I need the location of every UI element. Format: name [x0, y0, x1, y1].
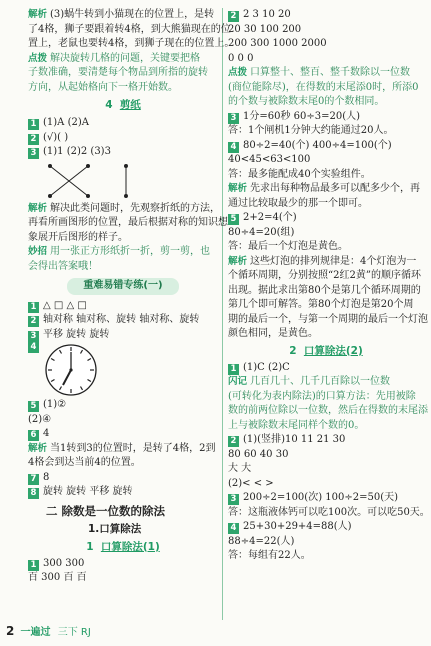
text-line: 百 300 百 百 [28, 572, 87, 584]
text-line: 个循环周期，分别按照“2红2黄”的顺序循环 [228, 270, 421, 281]
analysis-line: 解析 这些灯泡的排列规律是：4个灯泡为一 [228, 255, 417, 267]
item-number: 1 [28, 560, 39, 571]
text-line: 答：最后一个灯泡是黄色。 [228, 241, 348, 252]
tip-line: 方向，从起始格向下一格开始数。 [28, 81, 178, 93]
item-number: 1 [28, 119, 39, 130]
text-line: 20 30 100 200 [228, 23, 302, 35]
text-line: (2)< < > [228, 477, 274, 489]
text-line: 答：这瓶液体钙可以吃100次。可以吃50天。 [228, 506, 430, 518]
answer-item: 1 300 300 [28, 557, 218, 572]
analysis-line: 解析 解决此类问题时，先观察折纸的方法， [28, 202, 221, 214]
answer-item: 5 (1)② [28, 398, 218, 413]
left-column [28, 8, 235, 586]
text-line: 置上，老鼠也要转4格，到狮子现在的位置上。 [28, 38, 235, 49]
answer-item: 2 (√)( ) [28, 131, 218, 146]
item-number: 1 [228, 364, 239, 375]
tip-tag: 闪记 [228, 376, 248, 388]
analysis-tag: 解析 [228, 183, 248, 194]
matching-lines-diagram [28, 160, 148, 202]
text-line: 通过比较取最少的那一个即可。 [228, 197, 368, 209]
text-line: 答：每组有22人。 [228, 550, 311, 562]
item-number: 3 [28, 331, 39, 342]
item-number: 2 [228, 436, 239, 447]
text-line: (2)④ [28, 413, 52, 425]
item-number: 3 [228, 113, 239, 124]
page-number: 2 [6, 623, 15, 638]
answer-item: 2 2 3 10 20 [228, 8, 424, 23]
analysis-tag: 解析 [28, 442, 48, 454]
item-number: 6 [28, 430, 39, 441]
chapter-title: 二 除数是一位数的除法 [46, 503, 166, 518]
analysis-tag: 解析 [228, 255, 248, 267]
answer-item: 3 平移 旋转 旋转 [28, 328, 218, 343]
answer-item: 3 1分=60秒 60÷3=20(人) [228, 110, 424, 125]
text-line: 大 大 [228, 463, 252, 475]
tip-line: 点拨 口算整十、整百、整千数除以一位数 [228, 67, 411, 78]
text-line: 80÷4=20(组) [228, 226, 295, 238]
text-line: 期的最后一个，与第一个周期的最后一个灯泡 [228, 313, 428, 325]
tip-line: 点拨 解决旋转几格的问题，关键要把格 [28, 52, 201, 64]
text-line: 出现。据此求出第80个是第几个循环周期的 [228, 284, 421, 296]
analysis-line: 解析 先求出每种物品最多可以配多少个，再 [228, 183, 421, 194]
item-number: 5 [28, 401, 39, 412]
lesson-title: 1.口算除法 [88, 523, 142, 536]
tip-line: 会得出答案哦！ [28, 260, 98, 272]
grade-label: 三下 RJ [57, 626, 91, 638]
text-line: 200 300 1000 2000 [228, 38, 327, 49]
tip-line: 妙招 用一张正方形纸折一折，剪一剪，也 [28, 246, 211, 258]
item-number: 4 [28, 342, 39, 353]
text-line: 40<45<63<100 [228, 154, 311, 165]
answer-item-clock [28, 342, 218, 398]
item-number: 4 [228, 142, 239, 153]
text-line: 答：最多能配成40个实验组件。 [228, 168, 371, 180]
item-number: 2 [228, 11, 239, 22]
text-line: 88÷4=22(人) [228, 535, 295, 547]
text-line: 第几个即可解答。第80个灯泡是第20个周 [228, 299, 414, 310]
answer-item: 1 (1)A (2)A [28, 116, 218, 131]
item-number: 5 [228, 214, 239, 225]
text-line: 颜色相同，是黄色。 [228, 328, 318, 339]
answer-item: 4 80÷2=40(个) 400÷4=100(个) [228, 139, 424, 154]
subsection-heading: 1 口算除法(1) [86, 540, 160, 553]
analysis-tag: 解析 [28, 202, 48, 214]
text-line: 象展开后图形的样子。 [28, 231, 128, 243]
section-heading-paper-cut: 4 剪纸 [105, 99, 141, 111]
item-number: 8 [28, 488, 39, 499]
subsection-heading: 2 口算除法(2) [289, 344, 363, 357]
tip-line: 数的前两位除以一位数，然后在得数的末尾添 [228, 405, 428, 417]
answer-item: 6 4 [28, 427, 218, 442]
item-number: 1 [28, 302, 39, 313]
clock-icon [43, 342, 99, 398]
tip-line: (可转化为表内除法)的口算方法：先用被除 [228, 390, 416, 402]
text-line: 4格会到达当前4的位置。 [28, 457, 141, 469]
answer-item: 2 (1)(竖排)10 11 21 30 [228, 433, 424, 448]
answer-item: 1 (1)C (2)C [228, 361, 424, 376]
item-number: 7 [28, 474, 39, 485]
practice-banner: 重难易错专练(一) [28, 278, 218, 295]
item-number: 2 [28, 316, 39, 327]
answer-item: 8 旋转 旋转 平移 旋转 [28, 485, 218, 500]
tip-tag: 点拨 [228, 67, 248, 78]
tip-tag: 点拨 [28, 52, 48, 64]
analysis-line: 解析 当1转到3的位置时，是转了4格，2到 [28, 442, 216, 454]
text-line: 再看所画图形的位置，最后根据对称的知识想 [28, 217, 228, 229]
tip-line: 闪记 几百几十、几千几百除以一位数 [228, 376, 391, 388]
page-footer [6, 623, 91, 641]
text-line: 80 60 40 30 [228, 448, 289, 460]
tip-line: 上与被除数末尾同样个数的0。 [228, 419, 365, 431]
item-number: 2 [28, 134, 39, 145]
answer-item: 7 8 [28, 471, 218, 486]
analysis-line: 解析 (3)蜗牛转到小猫现在的位置上，是转 [28, 9, 215, 20]
answer-item: 3 200÷2=100(次) 100÷2=50(天) [228, 491, 424, 506]
tip-line: 子数准确，要清楚每个物品到所指的旋转 [28, 67, 208, 78]
answer-item: 3 (1)1 (2)2 (3)3 [28, 145, 218, 160]
answer-item: 5 2+2=4(个) [228, 211, 424, 226]
analysis-tag: 解析 [28, 9, 48, 20]
answer-item: 1 △ □ △ □ [28, 299, 218, 314]
text-line: 了4格，狮子要跟着转4格，到大熊猫现在的位 [28, 23, 231, 35]
column-divider [222, 8, 223, 620]
item-number: 3 [28, 148, 39, 159]
item-number: 4 [228, 523, 239, 534]
answer-item: 4 25+30+29+4=88(人) [228, 520, 424, 535]
book-name: 一遍过 [20, 626, 51, 638]
tip-tag: 妙招 [28, 246, 48, 258]
text-line: 答：1个闸机1分钟大约能通过20人。 [228, 125, 394, 136]
item-number: 3 [228, 494, 239, 505]
answer-item: 2 轴对称 轴对称、旋转 轴对称、旋转 [28, 313, 218, 328]
right-column [228, 8, 430, 564]
text-line: 0 0 0 [228, 52, 254, 64]
tip-line: 的个数与被除数末尾0的个数相同。 [228, 96, 385, 107]
tip-line: (商位能除尽)，在得数的末尾添0时，所添0 [228, 81, 419, 93]
